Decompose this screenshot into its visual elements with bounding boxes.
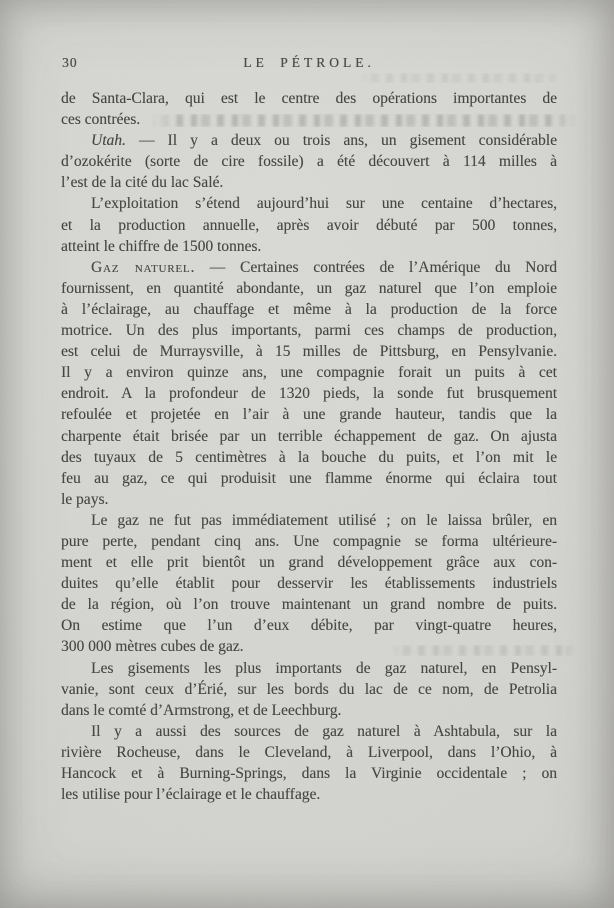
text-line: refoulée et projetée en l’air à une grande hauteur, tandis que la [61,406,557,424]
text-line: Il y a aussi des sources de gaz naturel à Ashtabula, sur la [91,722,557,740]
text-line: feu au gaz, ce qui produisit une flamme énorme qui éclaira tout [61,469,557,487]
text-line: fournissent, en quantité abondante, un gaz naturel que l’on emploie [61,279,557,297]
text-line: le pays. [61,490,109,508]
text-line: les utilise pour l’éclairage et le chauffage. [61,786,321,804]
paragraph [61,510,557,658]
text-line: vanie, sont ceux d’Érié, sur les bords du lac de ce nom, de Petrolia [61,680,557,698]
text-line: charpente était brisée par un terrible échappement de gaz. On ajusta [61,427,557,445]
text-line: ces contrées. [61,111,141,129]
text-line: pure perte, pendant cinq ans. Une compagnie se forma ultérieure- [61,532,557,550]
paragraph [61,88,557,130]
text-line: Hancock et à Burning-Springs, dans la Virginie occidentale ; on [61,765,557,782]
text-line [61,130,557,151]
text-line: rivière Rocheuse, dans le Cleveland, à Liverpool, dans l’Ohio, à [61,743,557,761]
text-line: est celui de Murraysville, à 15 milles de Pittsburg, en Pensylvanie. [61,343,557,361]
text-line: endroit. A la profondeur de 1320 pieds, la sonde fut brusquement [61,385,557,403]
text-line: d’ozokérite (sorte de cire fossile) a été découvert à 114 milles à [61,153,557,171]
paragraph [61,721,557,805]
text-line: l’est de la cité du lac Salé. [61,174,224,192]
text-line: Il y a environ quinze ans, une compagnie forait un puits à cet [61,364,557,382]
text-line: de Santa-Clara, qui est le centre des opérations importantes de [61,90,557,107]
text-line [61,257,557,278]
text-line: Les gisements les plus importants de gaz naturel, en Pensyl- [91,659,557,677]
text-line: atteint le chiffre de 1500 tonnes. [61,237,262,255]
text-line: motrice. Un des plus importants, parmi ces champs de production, [61,322,557,340]
paragraph-lead: Gaz naturel. [91,258,196,276]
text-line: duites qu’elle établit pour desservir les établissements industriels [61,575,557,593]
paragraph [61,193,557,256]
text-line-rest: — Certaines contrées de l’Amérique du Nord [195,258,557,276]
text-line: des tuyaux de 5 centimètres à la bouche du puits, et l’on mit le [61,448,557,466]
text-line: L’exploitation s’étend aujourd’hui sur une centaine d’hectares, [91,195,557,213]
paragraph [61,130,557,193]
paragraph [61,658,557,721]
paragraph-lead: Utah. [91,132,126,150]
text-line: 300 000 mètres cubes de gaz. [61,638,244,656]
text-line: dans le comté d’Armstrong, et de Leechburg. [61,701,342,719]
text-line: Le gaz ne fut pas immédiatement utilisé ; on le laissa brûler, en [91,511,557,529]
ink-bleed-artifact [360,73,560,83]
text-line: ment et elle prit bientôt un grand développement grâce aux con- [61,554,557,572]
paragraph [61,257,557,510]
text-line-rest: — Il y a deux ou trois ans, un gisement considérable [125,132,557,150]
text-block [61,88,557,805]
running-title: LE PÉTROLE. [243,55,375,70]
text-line: à l’éclairage, au chauffage et même à la production de la force [61,300,557,318]
text-line: et la production annuelle, après avoir débuté par 500 tonnes, [61,216,557,234]
running-head [61,53,557,73]
text-line: On estime que l’un d’eux débite, par vingt-quatre heures, [61,617,557,635]
page-number: 30 [62,55,78,70]
text-line: de la région, où l’on trouve maintenant un grand nombre de puits. [61,596,557,614]
